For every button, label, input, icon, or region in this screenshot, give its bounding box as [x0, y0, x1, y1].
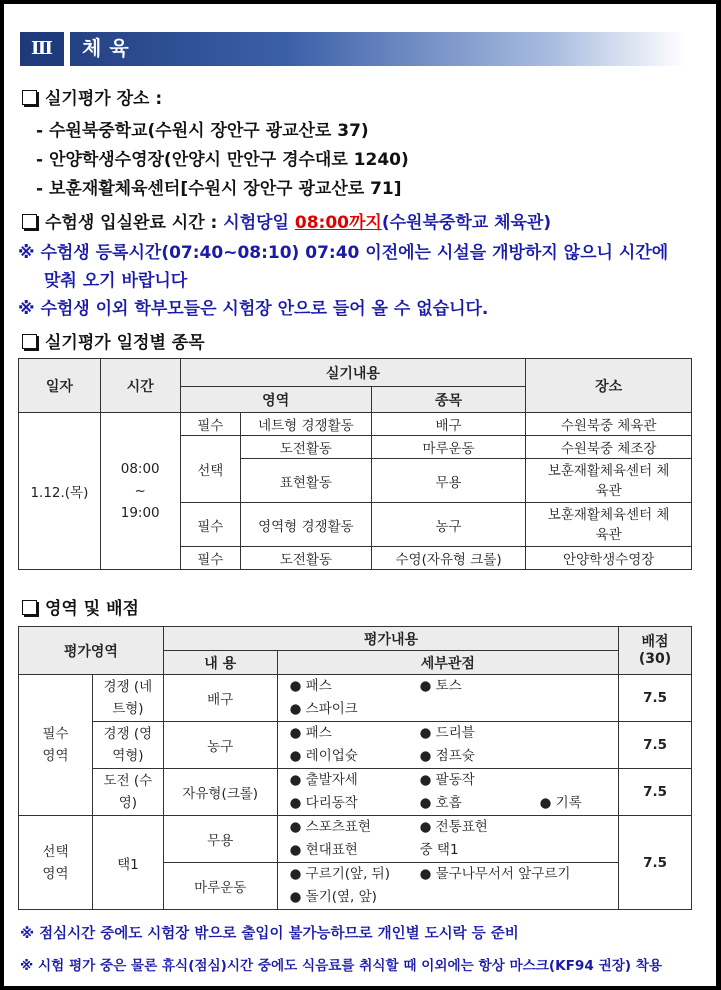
section-header [20, 32, 686, 66]
table-cell: 안양학생수영장 [526, 547, 692, 570]
table-cell: 필수 [180, 503, 240, 547]
table-cell: 무용 [163, 816, 277, 863]
table-cell: 농구 [371, 503, 525, 547]
table-cell: 도전활동 [240, 547, 371, 570]
footer-note-lunch: ※ 점심시간 중에도 시험장 밖으로 출입이 불가능하므로 개인별 도시락 등 준비 [20, 926, 519, 942]
table-cell: 수원북중 체육관 [526, 413, 692, 436]
document-page [4, 4, 716, 986]
table-row [19, 413, 692, 436]
required-area: 필수 영역 [19, 675, 93, 816]
table-cell: 필수 [180, 413, 240, 436]
table-cell: 선택 [180, 436, 240, 503]
table-cell: 택1 [92, 816, 163, 910]
table-cell: ● 패스 ● 토스 ● 스파이크 [277, 675, 618, 722]
table-cell: ● 출발자세 ● 팔동작 ● 다리동작 ● 호흡 ● 기록 [277, 769, 618, 816]
note-registration: ※ 수험생 등록시간(07:40~08:10) 07:40 이전에는 시설을 개방하지 않으니 시간에 [18, 243, 669, 263]
venue-item: - 수원북중학교(수원시 장안구 광교산로 37) [36, 121, 369, 141]
scoring-table [18, 626, 692, 910]
table-cell: 7.5 [619, 769, 692, 816]
table-cell: 필수 [180, 547, 240, 570]
header-time: 시간 [100, 359, 180, 413]
table-cell: 영역형 경쟁활동 [240, 503, 371, 547]
schedule-heading: 실기평가 일정별 종목 [22, 328, 205, 353]
header-area: 영역 [180, 387, 371, 413]
note-registration-cont: 맞춰 오기 바랍니다 [44, 271, 188, 291]
table-cell: 농구 [163, 722, 277, 769]
header-score: 배점 (30) [619, 627, 692, 675]
table-cell: 네트형 경쟁활동 [240, 413, 371, 436]
footer-note-mask: ※ 시험 평가 중은 물론 휴식(점심)시간 중에도 식음료를 취식할 때 이외에는 항상 마스크(KF94 권장) 착용 [20, 958, 663, 974]
table-cell: ● 구르기(앞, 뒤) ● 물구나무서서 앞구르기 ● 돌기(옆, 앞) [277, 863, 618, 910]
header-item: 내 용 [163, 651, 277, 675]
table-row [19, 675, 692, 722]
table-cell: 수영(자유형 크롤) [371, 547, 525, 570]
table-cell: 마루운동 [163, 863, 277, 910]
table-cell: 표현활동 [240, 459, 371, 503]
section-title: 체육 [82, 36, 137, 60]
table-row [19, 816, 692, 863]
entry-time: 08:00까지 [294, 213, 382, 233]
table-cell: 무용 [371, 459, 525, 503]
header-place: 장소 [526, 359, 692, 413]
entry-time-line: 수험생 입실완료 시간 : 시험당일 08:00까지(수원북중학교 체육관) [22, 208, 551, 233]
table-cell: 7.5 [619, 722, 692, 769]
header-eval-content: 평가내용 [163, 627, 618, 651]
venues-heading: 실기평가 장소 : [22, 84, 162, 109]
header-content: 실기내용 [180, 359, 526, 387]
table-cell: 경쟁 (네트형) [92, 675, 163, 722]
table-cell: 수원북중 체조장 [526, 436, 692, 459]
table-cell: 7.5 [619, 816, 692, 910]
exam-time: 08:00 ~ 19:00 [100, 413, 180, 570]
table-cell: 자유형(크롤) [163, 769, 277, 816]
section-number: Ⅲ [20, 32, 64, 66]
elective-area: 선택 영역 [19, 816, 93, 910]
header-eval-area: 평가영역 [19, 627, 164, 675]
checkbox-icon [22, 214, 37, 229]
table-row [19, 722, 692, 769]
header-date: 일자 [19, 359, 101, 413]
table-cell: 경쟁 (영역형) [92, 722, 163, 769]
table-cell: 보훈재활체육센터 체육관 [526, 459, 692, 503]
checkbox-icon [22, 90, 37, 105]
table-cell: 배구 [163, 675, 277, 722]
table-cell: 도전 (수영) [92, 769, 163, 816]
scoring-heading: 영역 및 배점 [22, 594, 139, 619]
table-cell: 마루운동 [371, 436, 525, 459]
schedule-table [18, 358, 692, 570]
header-event: 종목 [371, 387, 525, 413]
table-cell: 7.5 [619, 675, 692, 722]
table-cell: ● 스포츠표현 ● 전통표현 ● 현대표현 중 택1 [277, 816, 618, 863]
header-detail: 세부관점 [277, 651, 618, 675]
venue-item: - 보훈재활체육센터[수원시 장안구 광교산로 71] [36, 179, 402, 199]
venue-item: - 안양학생수영장(안양시 만안구 경수대로 1240) [36, 150, 409, 170]
note-parents: ※ 수험생 이외 학부모들은 시험장 안으로 들어 올 수 없습니다. [18, 299, 489, 319]
table-row [19, 769, 692, 816]
checkbox-icon [22, 600, 37, 615]
checkbox-icon [22, 334, 37, 349]
table-cell: 배구 [371, 413, 525, 436]
exam-date: 1.12.(목) [19, 413, 101, 570]
table-cell: 도전활동 [240, 436, 371, 459]
table-cell: 보훈재활체육센터 체육관 [526, 503, 692, 547]
table-cell: ● 패스 ● 드리블 ● 레이업슛 ● 점프슛 [277, 722, 618, 769]
